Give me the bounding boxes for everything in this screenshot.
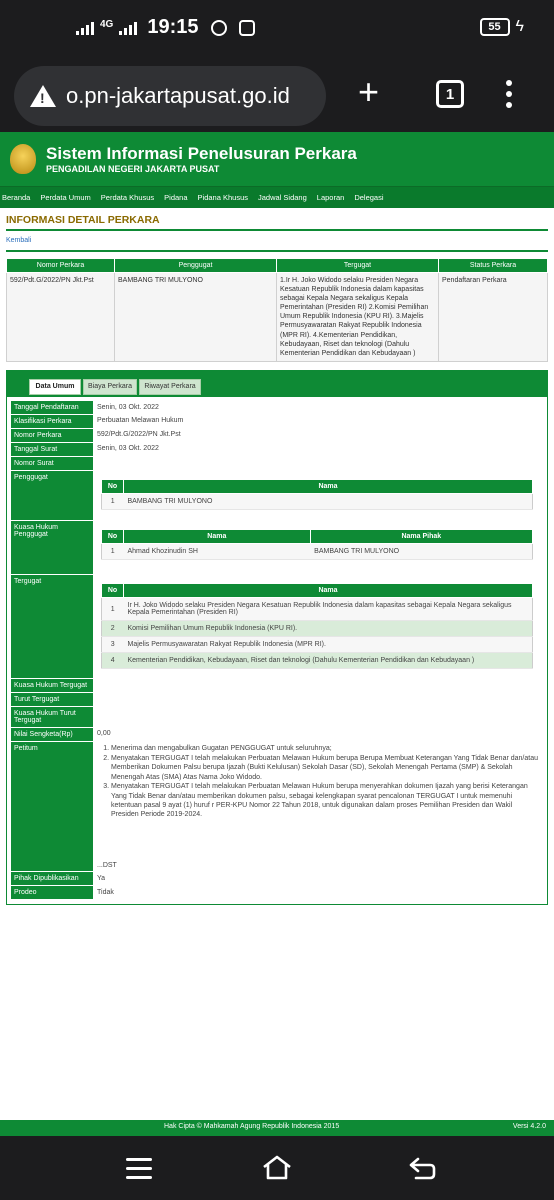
petitum-dst: ...DST [97, 861, 117, 869]
table-row [11, 872, 543, 886]
penggugat-header-no: No [102, 480, 124, 494]
table-row [11, 692, 543, 706]
nav-item-pidana[interactable]: Pidana [164, 193, 188, 202]
charging-icon: ϟ [515, 18, 524, 35]
tab-bar [7, 371, 547, 397]
summary-header-tergugat: Tergugat [277, 259, 439, 273]
kuasa-header-no: No [102, 530, 124, 544]
tergugat-nama: Ir H. Joko Widodo selaku Presiden Negara Kesatuan Republik Indonesia dalam kapasitas sebagai Kepala Negara sekaligus Kepala Pemerintahan (Presiden RI) [124, 598, 533, 621]
tab-data-umum[interactable]: Data Umum [29, 379, 81, 395]
new-tab-plus-icon[interactable]: + [358, 71, 380, 112]
site-header [0, 132, 554, 186]
penggugat-header-nama: Nama [124, 480, 533, 494]
main-nav [0, 186, 554, 208]
table-row [102, 637, 533, 653]
penggugat-no: 1 [102, 494, 124, 510]
footer-version: Versi 4.2.0 [512, 1123, 546, 1130]
value-nilai-sengketa: 0,00 [97, 730, 111, 738]
table-row [11, 741, 543, 872]
kuasa-penggugat-table [101, 529, 533, 560]
tab-count: 1 [445, 85, 455, 103]
recent-apps-icon[interactable] [126, 1158, 152, 1179]
kuasa-nama: Ahmad Khozinudin SH [124, 544, 311, 560]
label-tanggal-surat: Tanggal Surat [11, 442, 93, 456]
case-summary-table [6, 258, 548, 362]
table-row [11, 428, 543, 442]
page-title: INFORMASI DETAIL PERKARA [6, 214, 548, 231]
android-status-bar [0, 0, 554, 60]
tergugat-nama: Majelis Permusyawaratan Rakyat Republik Indonesia (MPR RI). [124, 637, 533, 653]
table-row [102, 621, 533, 637]
back-link[interactable]: Kembali [6, 237, 548, 252]
home-icon[interactable] [262, 1154, 292, 1180]
label-penggugat: Penggugat [11, 470, 93, 520]
value-nomor-surat [93, 456, 543, 470]
tergugat-no: 4 [102, 653, 124, 669]
tab-biaya-perkara[interactable]: Biaya Perkara [83, 379, 137, 395]
table-row [11, 886, 543, 900]
kuasa-no: 1 [102, 544, 124, 560]
kuasa-pihak: BAMBANG TRI MULYONO [310, 544, 532, 560]
back-icon[interactable] [408, 1156, 436, 1180]
android-nav-bar [0, 1136, 554, 1200]
nav-item-delegasi[interactable]: Delegasi [354, 193, 384, 202]
network-type: 4G [100, 18, 114, 30]
label-nomor-surat: Nomor Surat [11, 456, 93, 470]
value-pihak-dipublikasikan: Ya [97, 874, 106, 882]
summary-status: Pendaftaran Perkara [439, 273, 548, 362]
table-row [102, 494, 533, 510]
summary-header-status: Status Perkara [439, 259, 548, 273]
label-kuasa-tergugat: Kuasa Hukum Tergugat [11, 678, 93, 692]
tergugat-header-nama: Nama [124, 584, 533, 598]
list-item: 2. Menyatakan TERGUGAT I telah melakukan Perbuatan Melawan Hukum berupa Berupa Membuat Keterangan Yang Tidak Benar dan/atau Memberikan Dokumen Palsu berupa Ijazah (Bukti Kelulusan) Sekolah Dasar (SD), Sekolah Menengah Pertama (SMP) & Sekolah Menengah Atas (SMA) Atas Nama Joko Widodo. [111, 754, 539, 782]
nav-item-perdata-umum[interactable]: Perdata Umum [40, 193, 91, 202]
tergugat-no: 3 [102, 637, 124, 653]
url-text: o.pn-jakartapusat.go.id [66, 83, 290, 108]
not-secure-warning-icon[interactable] [30, 85, 56, 107]
mahkamah-agung-logo-icon [10, 144, 36, 174]
value-penggugat [93, 470, 543, 520]
value-tergugat [93, 574, 543, 678]
signal-icon-2 [119, 21, 137, 35]
value-turut-tergugat [93, 692, 543, 706]
label-petitum: Petitum [11, 741, 93, 872]
list-item: 3. Menyatakan TERGUGAT I telah melakukan Perbuatan Melawan Hukum berupa menyerahkan dokumen Ijazah yang berisi Keterangan Yang Tidak Benar dan/atau memberikan dokumen palsu, sebagai kelengkapan syarat pencalonan TERGUGAT I untuk memenuhi ketentuan pasal 9 ayat (1) huruf r PER-KPU Nomor 22 Tahun 2018, untuk digunakan dalam proses Pemilihan Presiden dan Wakil Presiden Periode 2019-2024. [111, 782, 539, 820]
petitum-list [97, 744, 539, 820]
web-page [0, 132, 554, 1120]
instagram-icon [239, 20, 255, 36]
table-row [102, 598, 533, 621]
label-klasifikasi: Klasifikasi Perkara [11, 414, 93, 428]
table-row [11, 727, 543, 741]
label-nomor-perkara: Nomor Perkara [11, 428, 93, 442]
address-bar[interactable] [14, 66, 326, 126]
signal-icon [76, 21, 94, 35]
value-tanggal-surat: Senin, 03 Okt. 2022 [97, 445, 159, 453]
detail-panel [6, 370, 548, 906]
battery-icon [480, 18, 510, 36]
summary-header-nomor: Nomor Perkara [7, 259, 115, 273]
table-row [11, 574, 543, 678]
summary-penggugat: BAMBANG TRI MULYONO [115, 273, 277, 362]
site-subtitle: PENGADILAN NEGERI JAKARTA PUSAT [46, 164, 220, 174]
value-prodeo: Tidak [97, 888, 114, 896]
label-kuasa-turut: Kuasa Hukum Turut Tergugat [11, 706, 93, 727]
summary-tergugat: 1.Ir H. Joko Widodo selaku Presiden Negara Kesatuan Republik Indonesia dalam kapasitas sebagai Kepala Negara sekaligus Kepala Pemerintahan (Presiden RI) 2.Komisi Pemilihan Umum Republik Indonesia (KPU RI). 3.Majelis Permusyawaratan Rakyat Republik Indonesia (MPR RI). 4.Kementerian Pendidikan, Kebudayaan, Riset dan teknologi (Dahulu Kementerian Pendidikan dan Kebudayaan ) [277, 273, 439, 362]
tergugat-no: 1 [102, 598, 124, 621]
label-turut-tergugat: Turut Tergugat [11, 692, 93, 706]
label-nilai-sengketa: Nilai Sengketa(Rp) [11, 727, 93, 741]
kuasa-header-nama: Nama [124, 530, 311, 544]
nav-item-laporan[interactable]: Laporan [316, 193, 345, 202]
value-tanggal-pendaftaran: Senin, 03 Okt. 2022 [97, 403, 159, 411]
browser-toolbar [0, 60, 554, 132]
table-row [7, 273, 548, 362]
nav-item-perdata-khusus[interactable]: Perdata Khusus [100, 193, 155, 202]
label-tanggal-pendaftaran: Tanggal Pendaftaran [11, 401, 93, 415]
whatsapp-icon [211, 20, 227, 36]
tab-riwayat-perkara[interactable]: Riwayat Perkara [139, 379, 201, 395]
footer-copyright: Hak Cipta © Mahkamah Agung Republik Indonesia 2015 [164, 1123, 340, 1130]
nav-item-pidana-khusus[interactable]: Pidana Khusus [197, 193, 248, 202]
table-row [11, 456, 543, 470]
table-row [11, 442, 543, 456]
summary-header-penggugat: Penggugat [115, 259, 277, 273]
table-row [11, 706, 543, 727]
site-title: Sistem Informasi Penelusuran Perkara [46, 144, 357, 163]
nav-item-jadwal-sidang[interactable]: Jadwal Sidang [257, 193, 307, 202]
table-row [102, 653, 533, 669]
label-pihak-dipublikasikan: Pihak Dipublikasikan [11, 872, 93, 886]
label-kuasa-penggugat: Kuasa Hukum Penggugat [11, 520, 93, 574]
table-row [11, 470, 543, 520]
tergugat-table [101, 583, 533, 669]
nav-item-beranda[interactable]: Beranda [2, 193, 31, 202]
label-tergugat: Tergugat [11, 574, 93, 678]
penggugat-table [101, 479, 533, 510]
value-kuasa-turut [93, 706, 543, 727]
summary-nomor: 592/Pdt.G/2022/PN Jkt.Pst [7, 273, 115, 362]
value-petitum [93, 741, 543, 872]
detail-table [11, 401, 543, 901]
browser-menu-icon[interactable] [506, 80, 512, 108]
table-row [102, 544, 533, 560]
tab-switcher-button[interactable] [436, 80, 464, 108]
battery-level: 55 [488, 21, 501, 33]
kuasa-header-pihak: Nama Pihak [310, 530, 532, 544]
table-row [11, 520, 543, 574]
site-footer [0, 1120, 554, 1136]
value-kuasa-tergugat [93, 678, 543, 692]
penggugat-nama: BAMBANG TRI MULYONO [124, 494, 533, 510]
label-prodeo: Prodeo [11, 886, 93, 900]
tergugat-nama: Kementerian Pendidikan, Kebudayaan, Riset dan teknologi (Dahulu Kementerian Pendidikan dan Kebudayaan ) [124, 653, 533, 669]
table-row [11, 678, 543, 692]
status-time: 19:15 [147, 16, 199, 38]
value-klasifikasi: Perbuatan Melawan Hukum [97, 417, 184, 425]
table-row [11, 414, 543, 428]
list-item: 1. Menerima dan mengabulkan Gugatan PENGGUGAT untuk seluruhnya; [111, 744, 539, 753]
tergugat-nama: Komisi Pemilihan Umum Republik Indonesia (KPU RI). [124, 621, 533, 637]
value-nomor-perkara: 592/Pdt.G/2022/PN Jkt.Pst [97, 431, 181, 439]
tergugat-header-no: No [102, 584, 124, 598]
tergugat-no: 2 [102, 621, 124, 637]
table-row [11, 401, 543, 415]
value-kuasa-penggugat [93, 520, 543, 574]
